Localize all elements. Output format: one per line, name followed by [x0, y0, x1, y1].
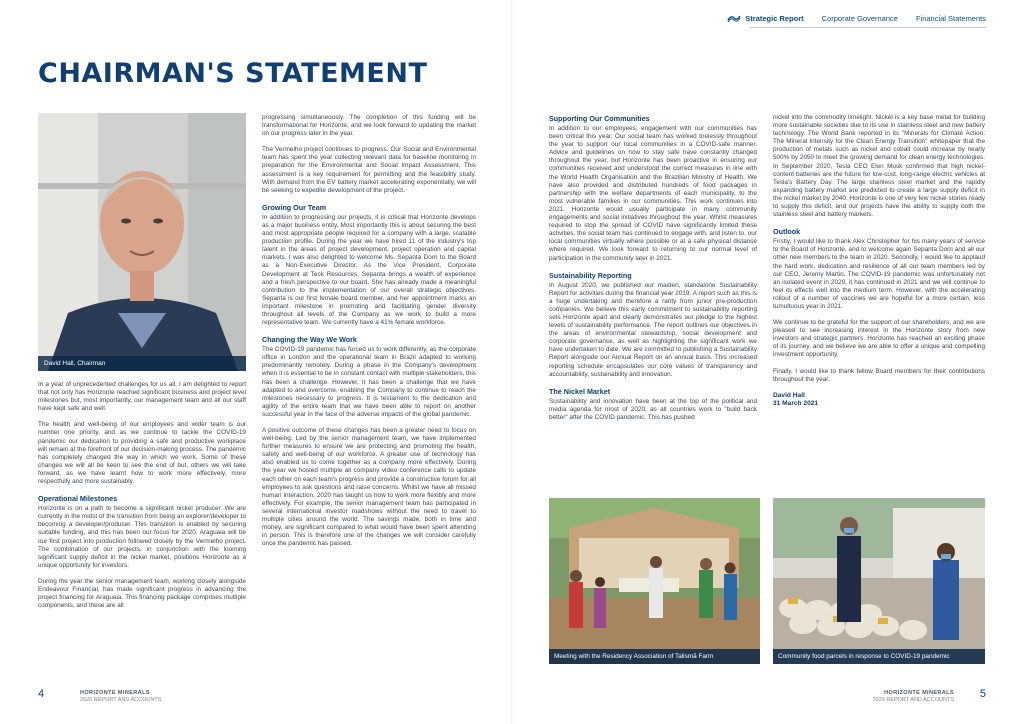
intro-paragraph-2: The health and well-being of our employees and wider team is our number one priority, and as we continue to tackle the COVID-19 pandemic our dedication to providing a safe and productive workplace will remain at the forefront of our decision-making process. The pandemic has completely changed the way in which we work. Some of these changes we will all be keen to see the end of but, others we will take forward, as we have learnt how to work more effectively, more respectfully and more sustainably.: [38, 421, 246, 486]
residency-meeting-image: [549, 498, 760, 664]
outlook-paragraph-3: Finally, I would like to thank fellow Board members for their contributions throughout the year.: [773, 367, 985, 383]
column-4: [773, 114, 985, 409]
heading-operational-milestones: Operational Milestones: [38, 494, 118, 504]
nav-strategic-report[interactable]: Strategic Report: [745, 14, 804, 23]
photo-caption-food: Community food parcels in response to COVID-19 pandemic: [773, 649, 985, 664]
outlook-paragraph-2: We continue to be grateful for the support of our shareholders, and we are pleased to see increasing interest in the Horizonte story from new investors and strategic partners. Horizonte has reached an exciting phase of its journey, and we believe we are able to offer a unique and compelling investment opportunity.: [773, 319, 985, 359]
support-paragraph: In addition to our employees, engagement with our communities has been critical this year. Our social team has worked tirelessly throughout the year to support our local communities in a COVID-safe manner. Advice and guidelines on how to stay safe have constantly changed throughout the year, but Horizonte has been proactive in ensuring our communities received and understood the correct measures in line with the World Health Organisation and the Brazilian Ministry of Health. We have also provided and distributed hundreds of food packages in partnership with the welfare departments of each municipality, to the most vulnerable families in our communities. This work continues into 2021. Horizonte would usually participate in many community engagements and social initiatives throughout the year. Whilst measures required to stop the spread of COVID have significantly limited these activities, the social team has continued to engage with, and listen to, our local communities virtually where possible or at a safe physical distance where required. We look forward to returning to our normal level of participation in the community later in 2021.: [549, 125, 757, 262]
page-title: CHAIRMAN'S STATEMENT: [38, 58, 428, 89]
signature-name: David Hall: [773, 391, 805, 399]
wave-logo-icon: [727, 14, 741, 23]
nav-corporate-governance[interactable]: Corporate Governance: [821, 14, 898, 23]
outlook-paragraph-1: Firstly, I would like to thank Alex Christopher for his many years of service to the Board of Horizonte, and to welcome again Sepanta Dorri and all our other new members to the team in 2020. Secondly, I would like to applaud the hard work, dedication and resilience of all our team members led by our CEO, Jeremy Martin. The COVID-19 pandemic was unfortunately not an isolated event in 2020, it has continued in 2021 and we will continue to feel its effects well into the medium term. However, with the accelerating rollout of a number of vaccines we are hopeful for a more certain, less tumultuous year in 2021.: [773, 238, 985, 310]
signature-date: 31 March 2021: [773, 400, 819, 408]
work-paragraph-2: A positive outcome of these changes has been a greater need to focus on well-being. Led by the senior management team, we have implemented further measures to ensure we are protecting and promoting the health, safety and well-being of our workforce. A greater use of technology has also enabled us to come together as a company more effectively. During the year we hosted multiple all company video conference calls to update each other on each team's progress and provide a constructive forum for all employees to ask questions and raise concerns. Whilst we have all missed human interaction, 2020 has taught us how to work more flexibly and more effectively. For example, the senior management team has participated in several international investor roadshows without the need to travel to multiple cities around the world. The savings made, both in time and money, are significant compared to what would have been spent attending in person. This is therefore one of the changes we will consider carefully once the pandemic has passed.: [262, 427, 476, 548]
mid-paragraph-2: The Vermelho project continues to progress. Our Social and Environmental team has spent the year collecting relevant data for baseline monitoring in preparation for the Environmental and Social Impact Assessment. This assessment is a key requirement for permitting and the feasibility study. With demand from the EV battery market accelerating exponentially, we will be seeking to expedite development of the project.: [262, 146, 476, 194]
nav-financial-statements[interactable]: Financial Statements: [915, 14, 986, 23]
work-paragraph-1: The COVID-19 pandemic has forced us to work differently, as the corporate office in London and the operational team in Brazil adapted to working predominantly remotely. During a phase in the Company's development when it is essential to be in constant contact with multiple stakeholders, this has been a challenge. However, it has been a challenge that we have adapted to and overcome, enabling the Company to continue to reach the milestones necessary to progress. It is testament to the dedication and agility of the entire team that we have been able to report on another successful year in the face of the adverse impacts of the global pandemic.: [262, 346, 476, 418]
footer-company-left: HORIZONTE MINERALS: [80, 690, 150, 696]
team-paragraph: In addition to progressing our projects, it is critical that Horizonte develops as a major business entity. Most importantly this is about securing the best and most appropriate people required for a company with a large, scalable production profile. During the year we have hired 11 of the industry's top talent in the areas of project development, project operation and capital markets. I was also delighted to welcome Ms. Sepanta Dorri to the Board as a Non-Executive Director. As the Vice President, Corporate Development at Teck Resources, Sepanta brings a wealth of experience and a fresh perspective to our board. She has already made a meaningful contribution to the implementation of our overall strategic objectives. Sepanta is our first female board member, and her appointment marks an important milestone in promoting and facilitating gender diversity throughout all levels of the Company as we work to build a more representative team. We currently have a 41% female workforce.: [262, 213, 476, 327]
heading-supporting-communities: Supporting Our Communities: [549, 114, 650, 123]
heading-growing-team: Growing Our Team: [262, 202, 327, 212]
food-parcels-image: [773, 498, 985, 664]
photo-residency-meeting: [549, 498, 760, 664]
portrait-image: [38, 113, 246, 371]
column-2: [262, 114, 476, 556]
nickel-paragraph-2: nickel into the commodity limelight. Nickel is a key base metal for building more sustainable societies due to its use in stainless steel and new battery technology. The World Bank reported in its "Minerals for Climate Action: The Mineral Intensity for the Clean Energy Transition" whitepaper that the production of metals such as nickel and cobalt could increase by nearly 500% by 2050 to meet the growing demand for clean energy technologies. In September 2020, Tesla CEO Elon Musk confirmed that high nickel-content batteries are the future for low-cost, long-range electric vehicles at Tesla's Battery Day. The large stainless steel market and the rapidly expanding battery market are predicted to create a large supply deficit in the nickel market by 2040. Horizonte is one of very few nickel stories ready to supply this deficit, and our projects have the ability to supply both the stainless steel and battery markets.: [773, 114, 985, 219]
nav-divider: [750, 27, 986, 28]
milestones-paragraph-2: During the year the senior management team, working closely alongside Endeavour Financial, has made significant progress in advancing the project financing for Araguaia. This financing package comprises multiple components, and these are all: [38, 577, 246, 610]
sustain-paragraph: In August 2020, we published our maiden, standalone Sustainability Report for activities during the financial year 2019. A report such as this is a huge undertaking and therefore a rarity from junior pre-production companies. We believe this early commitment to sustainability reporting sets Horizonte apart and clearly demonstrates our pledge to the highest levels of sustainability performance. The report outlines our objectives in the areas of environmental stewardship, social development and corporate governance, as well as highlighting the significant work we have undertaken to date. We are committed to publishing a Sustainability Report alongside our Annual Report on an annual basis. This increased reporting schedule encapsulates our core values of transparency and accountability, sustainability and innovation.: [549, 281, 757, 378]
footer-right: [873, 690, 954, 704]
nickel-paragraph: Sustainability and innovation have been at the top of the political and media agenda for most of 2020, as all countries work to "build back better" after the COVID pandemic. This has pushed: [549, 397, 757, 421]
intro-paragraph-1: In a year of unprecedented challenges for us all, I am delighted to report that not only has Horizonte reached significant business and project level milestones but, most importantly, our management team and all our staff have kept safe and well.: [38, 381, 246, 413]
footer-doc-right: 2020 REPORT AND ACCOUNTS: [872, 697, 954, 703]
chairman-portrait: [38, 113, 246, 371]
footer-doc-left: 2020 REPORT AND ACCOUNTS: [80, 697, 162, 703]
page-number-right: 5: [979, 688, 986, 700]
heading-outlook: Outlook: [773, 227, 801, 237]
photo-food-parcels: [773, 498, 985, 664]
column-3: [549, 114, 757, 430]
footer-left: [80, 690, 161, 704]
page-gutter: [511, 0, 513, 724]
page-number-left: 4: [38, 688, 45, 700]
photo-caption-residency: Meeting with the Residency Association of Talismã Farm: [549, 649, 760, 664]
mid-paragraph-1: progressing simultaneously. The completion of this funding will be transformational for Horizonte, and we look forward to updating the market on our progress later in the year.: [262, 114, 476, 138]
heading-nickel-market: The Nickel Market: [549, 386, 611, 396]
milestones-paragraph-1: Horizonte is on a path to become a significant nickel producer. We are currently in the midst of the transition from being an explorer/developer to becoming a developer/producer. This transition is enabled by securing suitable funding, and this has been our focus for 2020. Araguaia will be our first project into production followed closely by the Vermelho project. The combination of our projects, in conjunction with the looming significant supply deficit in the nickel market, positions Horizonte as a unique opportunity for investors.: [38, 505, 246, 569]
top-navigation: [727, 14, 986, 23]
heading-changing-work: Changing the Way We Work: [262, 335, 357, 345]
column-1: [38, 381, 246, 618]
footer-company-right: HORIZONTE MINERALS: [884, 690, 954, 696]
heading-sustainability-reporting: Sustainability Reporting: [549, 270, 632, 280]
portrait-caption: David Hall, Chairman: [38, 356, 246, 371]
